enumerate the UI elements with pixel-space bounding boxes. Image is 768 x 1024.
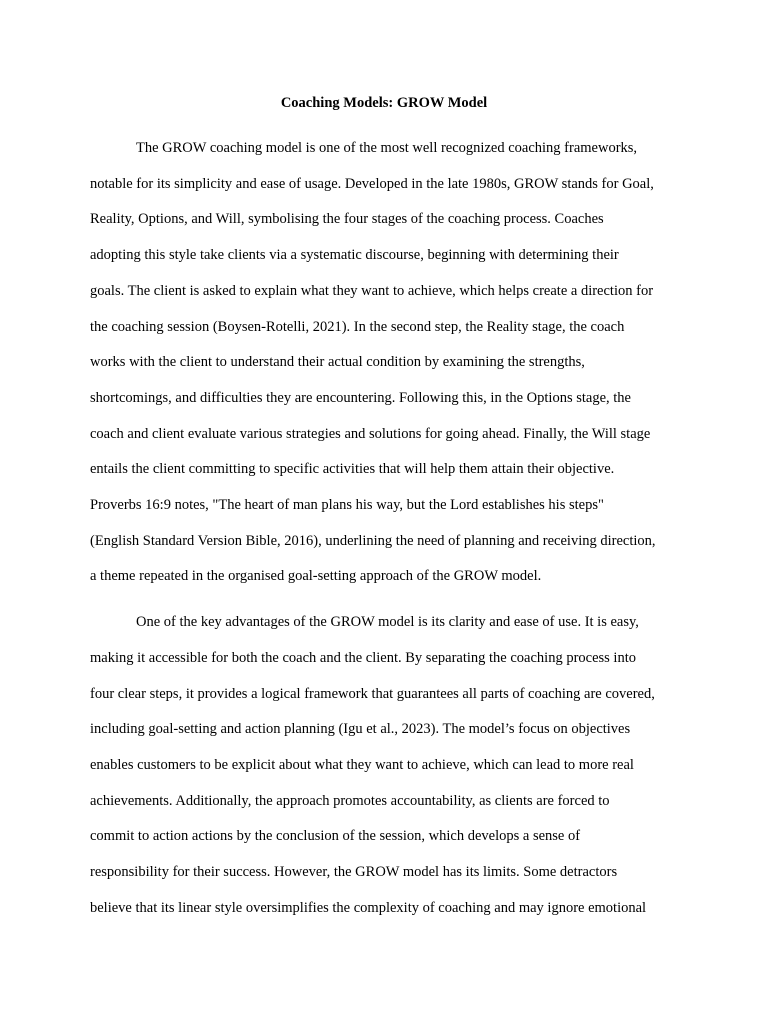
paragraph-1-line-3: Reality, Options, and Will, symbolising the four stages of the coaching process. Coaches xyxy=(90,211,604,227)
paragraph-2-line-1: One of the key advantages of the GROW model is its clarity and ease of use. It is easy, xyxy=(136,614,639,630)
paragraph-1-line-8: shortcomings, and difficulties they are encountering. Following this, in the Options stage, the xyxy=(90,390,631,406)
paragraph-2-line-6: achievements. Additionally, the approach promotes accountability, as clients are forced to xyxy=(90,793,610,809)
paragraph-1-line-4: adopting this style take clients via a systematic discourse, beginning with determining their xyxy=(90,247,619,263)
paragraph-2-line-9: believe that its linear style oversimplifies the complexity of coaching and may ignore emotional xyxy=(90,900,647,916)
paragraph-2-line-5: enables customers to be explicit about what they want to achieve, which can lead to more real xyxy=(90,757,634,773)
document-title: Coaching Models: GROW Model xyxy=(280,95,488,111)
paragraph-2-line-7: commit to action actions by the conclusion of the session, which develops a sense of xyxy=(90,828,581,844)
paragraph-1-line-2: notable for its simplicity and ease of usage. Developed in the late 1980s, GROW stands for Goal, xyxy=(90,176,654,192)
paragraph-1-line-9: coach and client evaluate various strategies and solutions for going ahead. Finally, the Will stage xyxy=(90,426,651,442)
paragraph-2-line-4: including goal-setting and action planning (Igu et al., 2023). The model’s focus on objectives xyxy=(90,721,631,737)
paragraph-1-line-10: entails the client committing to specific activities that will help them attain their objective. xyxy=(90,461,615,477)
paragraph-1-line-7: works with the client to understand their actual condition by examining the strengths, xyxy=(90,354,585,370)
paragraph-1-line-12: (English Standard Version Bible, 2016), underlining the need of planning and receiving direction, xyxy=(90,533,656,549)
paragraph-1-line-5: goals. The client is asked to explain what they want to achieve, which helps create a direction for xyxy=(90,283,654,299)
paragraph-1-line-11: Proverbs 16:9 notes, "The heart of man plans his way, but the Lord establishes his steps" xyxy=(90,497,604,513)
paragraph-1-line-1: The GROW coaching model is one of the most well recognized coaching frameworks, xyxy=(136,140,638,156)
paragraph-1-line-13: a theme repeated in the organised goal-setting approach of the GROW model. xyxy=(90,568,542,584)
paragraph-2-line-3: four clear steps, it provides a logical framework that guarantees all parts of coaching are covered, xyxy=(90,686,655,702)
paragraph-2-line-2: making it accessible for both the coach and the client. By separating the coaching process into xyxy=(90,650,636,666)
paragraph-1-line-6: the coaching session (Boysen-Rotelli, 2021). In the second step, the Reality stage, the coach xyxy=(90,319,625,335)
paragraph-2-line-8: responsibility for their success. However, the GROW model has its limits. Some detractors xyxy=(90,864,618,880)
